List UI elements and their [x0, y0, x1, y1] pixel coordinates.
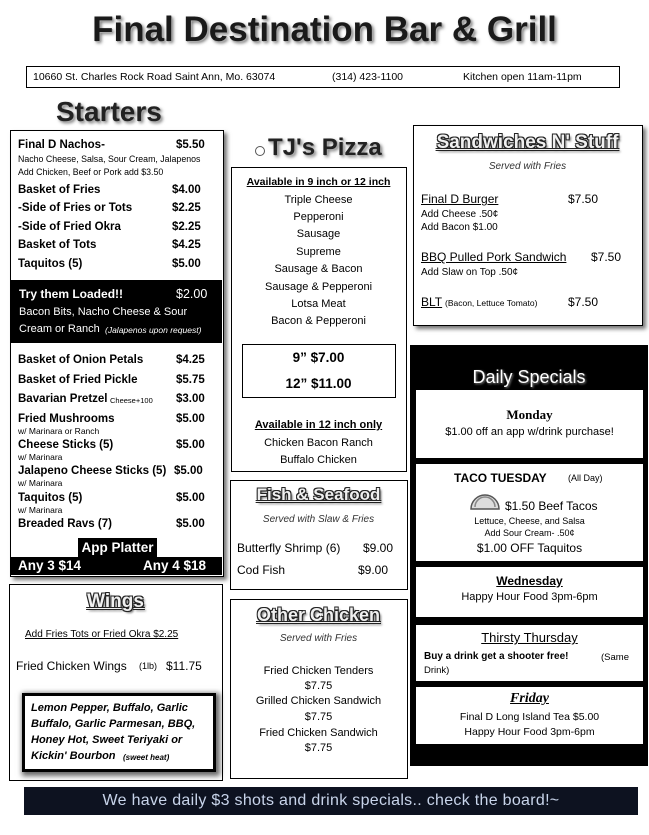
wednesday-text: Happy Hour Food 3pm-6pm: [461, 591, 598, 603]
wings-flavors-box: [22, 693, 216, 772]
taco-line1: Lettuce, Cheese, and Salsa: [474, 516, 585, 526]
list-item: Taquitos (5): [18, 492, 83, 504]
list-item-price: $5.00: [176, 518, 205, 530]
friday-card: [416, 687, 643, 744]
page-title: Final Destination Bar & Grill: [92, 10, 557, 49]
list-item-price: $5.00: [174, 465, 203, 477]
burger-price: $7.50: [568, 192, 599, 206]
shrimp-name: Butterfly Shrimp (6): [237, 541, 341, 555]
list-item: Breaded Ravs (7): [18, 518, 112, 530]
list-item-note: w/ Marinara: [18, 452, 63, 462]
list-item-price: $4.00: [172, 184, 201, 196]
bbq-price: $7.50: [591, 250, 622, 264]
loaded-band: [11, 280, 222, 343]
pizza-available: Available in 9 inch or 12 inch: [246, 176, 391, 188]
chicken-item: Fried Chicken Sandwich: [259, 727, 378, 739]
wings-add-note: Add Fries Tots or Fried Okra $2.25: [25, 629, 179, 640]
footer-banner: [24, 787, 638, 815]
flavors-note: (sweet heat): [123, 753, 170, 762]
nachos-desc: Nacho Cheese, Salsa, Sour Cream, Jalapenos: [18, 154, 201, 164]
list-item-price: $5.00: [176, 439, 205, 451]
wings-name: Fried Chicken Wings: [16, 659, 127, 673]
nachos-name: Final D Nachos-: [18, 139, 105, 151]
chicken-title: Other Chicken: [256, 605, 381, 625]
flavors-line: Lemon Pepper, Buffalo, Garlic: [31, 702, 188, 714]
starters-box: [10, 130, 224, 577]
list-item: Jalapeno Cheese Sticks (5): [18, 465, 167, 477]
thursday-card: [416, 625, 643, 681]
list-item-price: $2.25: [172, 202, 201, 214]
taco-note: (All Day): [568, 473, 603, 483]
taco-line3: $1.00 OFF Taquitos: [476, 541, 583, 555]
pizza-price-12: 12” $11.00: [285, 376, 352, 391]
pizza-topping: Lotsa Meat: [291, 298, 346, 310]
wings-price: $11.75: [166, 659, 202, 673]
app-platter-band: [11, 557, 222, 575]
taco-line2: Add Sour Cream- .50¢: [484, 528, 575, 538]
sandwiches-title: Sandwiches N' Stuff: [436, 132, 619, 153]
wednesday-title: Wednesday: [496, 574, 563, 588]
blt-price: $7.50: [568, 295, 599, 309]
friday-text1: Final D Long Island Tea $5.00: [459, 711, 600, 723]
list-item: Cheese Sticks (5): [18, 439, 114, 451]
list-item: Basket of Onion Petals: [18, 354, 144, 366]
list-item: Basket of Fried Pickle: [18, 374, 138, 386]
list-item: Basket of Fries: [18, 184, 101, 196]
fish-subtitle: Served with Slaw & Fries: [262, 514, 375, 525]
taco-price: $1.50 Beef Tacos: [505, 499, 598, 513]
list-item-note: w/ Marinara or Ranch: [18, 426, 100, 436]
daily-specials-title: Daily Specials: [472, 367, 586, 387]
thursday-text2: (Same: [601, 652, 629, 663]
pizza-price-9: 9” $7.00: [292, 350, 345, 365]
app-platter-label: App Platter: [78, 538, 157, 557]
list-item: Taquitos (5): [18, 258, 83, 270]
chicken-subtitle: Served with Fries: [279, 633, 358, 644]
pizza-topping: Sausage & Pepperoni: [264, 281, 373, 293]
pizza-only12-item: Chicken Bacon Ranch: [264, 437, 373, 449]
list-item-price: $5.00: [176, 492, 205, 504]
wednesday-card: [416, 567, 643, 617]
loaded-price: $2.00: [176, 287, 208, 301]
pizza-topping: Pepperoni: [293, 211, 344, 223]
pizza-topping: Sausage: [296, 228, 341, 240]
thursday-text1: Buy a drink get a shooter free!: [424, 651, 569, 662]
shrimp-price: $9.00: [363, 541, 394, 555]
list-item-price: $3.00: [176, 393, 205, 405]
sandwiches-box: [413, 125, 643, 326]
loaded-line2: Cream or Ranch: [19, 323, 100, 335]
pizza-topping: Triple Cheese: [284, 194, 353, 206]
blt-name: BLT: [421, 295, 443, 309]
burger-add-bacon: Add Bacon $1.00: [421, 222, 498, 233]
loaded-note: (Jalapenos upon request): [105, 325, 202, 335]
platter-any3: Any 3 $14: [18, 558, 82, 573]
friday-text2: Happy Hour Food 3pm-6pm: [464, 726, 595, 738]
monday-title: Monday: [506, 407, 553, 422]
platter-any4: Any 4 $18: [143, 558, 207, 573]
pizza-topping: Bacon & Pepperoni: [271, 315, 366, 327]
list-item: Basket of Tots: [18, 239, 97, 251]
list-item-note: w/ Marinara: [18, 478, 63, 488]
wings-title: Wings: [87, 591, 144, 612]
list-item-note: Cheese+100: [110, 396, 153, 405]
chicken-item-price: $7.75: [304, 680, 333, 692]
chicken-box: [230, 599, 408, 779]
thursday-text3: Drink): [424, 665, 450, 676]
list-item-price: $5.00: [176, 413, 205, 425]
list-item-price: $4.25: [172, 239, 201, 251]
sandwiches-subtitle: Served with Fries: [488, 161, 567, 172]
address-text: 10660 St. Charles Rock Road Saint Ann, Mo. 63074: [33, 71, 276, 83]
chicken-item: Grilled Chicken Sandwich: [255, 695, 382, 707]
list-item: Fried Mushrooms: [18, 413, 115, 425]
loaded-line1: Bacon Bits, Nacho Cheese & Sour: [19, 306, 188, 318]
flavors-line: Honey Hot, Sweet Teriyaki or: [31, 734, 183, 746]
friday-title: Friday: [510, 691, 549, 706]
cod-name: Cod Fish: [237, 563, 286, 577]
pizza-topping: Supreme: [296, 246, 341, 258]
burger-name: Final D Burger: [421, 192, 499, 206]
hours-text: Kitchen open 11am-11pm: [463, 71, 582, 83]
pizza-title: TJ's Pizza: [268, 134, 382, 161]
pizza-only12: Available in 12 inch only: [254, 419, 383, 431]
fish-title: Fish & Seafood: [256, 485, 381, 504]
monday-card: [416, 390, 643, 458]
taco-icon: [468, 489, 502, 513]
list-item-price: $5.75: [176, 374, 205, 386]
cod-price: $9.00: [358, 563, 389, 577]
wings-weight: (1lb): [139, 661, 158, 671]
list-item-price: $2.25: [172, 221, 201, 233]
fish-box: [230, 480, 408, 590]
monday-text: $1.00 off an app w/drink purchase!: [445, 426, 614, 438]
list-item: -Side of Fries or Tots: [18, 202, 133, 214]
footer-text: We have daily $3 shots and drink specials.. check the board!~: [102, 792, 560, 809]
list-item: Bavarian Pretzel: [18, 393, 108, 405]
bbq-add: Add Slaw on Top .50¢: [421, 267, 519, 278]
info-bar: [26, 66, 620, 88]
list-item-note: w/ Marinara: [18, 505, 63, 515]
blt-note: (Bacon, Lettuce Tomato): [445, 298, 538, 308]
list-item: -Side of Fried Okra: [18, 221, 121, 233]
pizza-topping: Sausage & Bacon: [274, 263, 363, 275]
bbq-name: BBQ Pulled Pork Sandwich: [421, 250, 567, 264]
flavors-line: Buffalo, Garlic Parmesan, BBQ,: [31, 718, 196, 730]
chicken-item: Fried Chicken Tenders: [263, 665, 374, 677]
nachos-price: $5.50: [176, 139, 205, 151]
nachos-add: Add Chicken, Beef or Pork add $3.50: [18, 167, 164, 177]
flavors-line: Kickin' Bourbon: [31, 750, 116, 762]
pizza-box: [231, 167, 407, 472]
list-item-price: $4.25: [176, 354, 205, 366]
burger-add-cheese: Add Cheese .50¢: [421, 209, 499, 220]
chicken-item-price: $7.75: [304, 742, 333, 754]
taco-tuesday-card: [416, 464, 643, 561]
thursday-title: Thirsty Thursday: [481, 630, 578, 645]
loaded-title: Try them Loaded!!: [19, 287, 124, 301]
taco-title: TACO TUESDAY: [454, 471, 547, 485]
pizza-price-box: [242, 344, 396, 398]
starters-title: Starters: [56, 96, 162, 127]
phone-text: (314) 423-1100: [332, 71, 404, 83]
pizza-logo-icon: [255, 146, 265, 156]
pizza-only12-item: Buffalo Chicken: [280, 454, 357, 466]
daily-specials-panel: [410, 345, 648, 766]
list-item-price: $5.00: [172, 258, 201, 270]
chicken-item-price: $7.75: [304, 711, 333, 723]
